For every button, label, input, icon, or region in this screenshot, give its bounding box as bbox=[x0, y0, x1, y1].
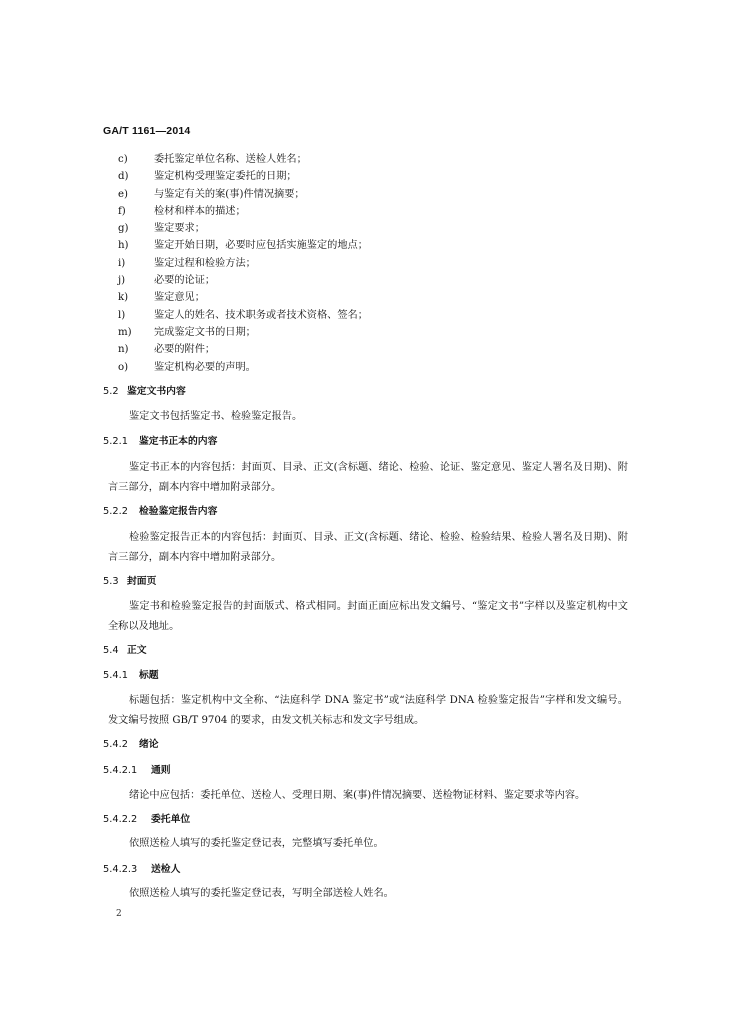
paragraph-5-4-2-2: 依照送检人填写的委托鉴定登记表，完整填写委托单位。 bbox=[129, 838, 384, 849]
paragraph-5-4-2-3: 依照送检人填写的委托鉴定登记表，写明全部送检人姓名。 bbox=[129, 888, 394, 899]
enumerated-list bbox=[118, 151, 368, 376]
section-number: 5.4 bbox=[103, 645, 119, 656]
section-title: 送检人 bbox=[151, 864, 181, 875]
list-item bbox=[118, 272, 368, 289]
list-marker: l) bbox=[118, 309, 126, 321]
section-number: 5.4.2 bbox=[103, 739, 128, 750]
list-marker: g) bbox=[118, 223, 129, 235]
section-title: 鉴定文书内容 bbox=[127, 386, 186, 397]
list-text: 完成鉴定文书的日期； bbox=[154, 326, 256, 338]
list-text: 鉴定开始日期，必要时应包括实施鉴定的地点； bbox=[154, 240, 368, 252]
list-text: 必要的论证； bbox=[154, 275, 216, 287]
section-title: 正文 bbox=[127, 645, 147, 656]
section-heading-5-4-2-1 bbox=[103, 762, 171, 776]
section-title: 委托单位 bbox=[151, 814, 191, 825]
list-item bbox=[118, 341, 368, 358]
list-text: 鉴定过程和检验方法； bbox=[154, 257, 256, 269]
list-text: 鉴定机构受理鉴定委托的日期； bbox=[154, 171, 297, 183]
section-heading-5-4-2 bbox=[103, 736, 159, 750]
section-title: 封面页 bbox=[127, 576, 157, 587]
list-text: 与鉴定有关的案(事)件情况摘要； bbox=[154, 188, 305, 200]
list-marker: o) bbox=[118, 361, 129, 373]
list-marker: i) bbox=[118, 257, 126, 269]
section-number: 5.2 bbox=[103, 386, 119, 397]
list-marker: n) bbox=[118, 344, 129, 356]
list-item bbox=[118, 203, 368, 220]
section-number: 5.4.2.3 bbox=[103, 864, 138, 875]
paragraph-5-4-2-1: 绪论中应包括：委托单位、送检人、受理日期、案(事)件情况摘要、送检物证材料、鉴定要求等内容。 bbox=[129, 790, 586, 801]
list-text: 鉴定要求； bbox=[154, 223, 205, 235]
list-marker: h) bbox=[118, 240, 129, 252]
section-number: 5.3 bbox=[103, 576, 119, 587]
list-item bbox=[118, 237, 368, 254]
list-marker: d) bbox=[118, 171, 129, 183]
paragraph-5-2: 鉴定文书包括鉴定书、检验鉴定报告。 bbox=[129, 411, 303, 422]
list-item bbox=[118, 220, 368, 237]
list-text: 鉴定人的姓名、技术职务或者技术资格、签名； bbox=[154, 309, 368, 321]
section-number: 5.4.1 bbox=[103, 670, 128, 681]
list-text: 必要的附件； bbox=[154, 344, 216, 356]
section-heading-5-2 bbox=[103, 383, 186, 397]
list-marker: m) bbox=[118, 326, 132, 338]
list-item bbox=[118, 186, 368, 203]
section-heading-5-4-1 bbox=[103, 667, 159, 681]
list-item bbox=[118, 168, 368, 185]
section-heading-5-4-2-2 bbox=[103, 811, 190, 825]
section-heading-5-4-2-3 bbox=[103, 861, 180, 875]
section-number: 5.2.1 bbox=[103, 436, 128, 447]
section-title: 鉴定书正本的内容 bbox=[139, 436, 218, 447]
list-text: 委托鉴定单位名称、送检人姓名； bbox=[154, 154, 307, 165]
paragraph-5-3: 鉴定书和检验鉴定报告的封面版式、格式相同。封面正面应标出发文编号、“鉴定文书”字样以及鉴定机构中文全称以及地址。 bbox=[108, 601, 628, 632]
list-item bbox=[118, 289, 368, 306]
section-number: 5.2.2 bbox=[103, 506, 128, 517]
list-marker: f) bbox=[118, 205, 126, 217]
list-marker: c) bbox=[118, 154, 128, 165]
section-heading-5-2-1 bbox=[103, 433, 217, 447]
list-text: 鉴定机构必要的声明。 bbox=[154, 361, 256, 373]
section-title: 通则 bbox=[151, 765, 171, 776]
list-text: 鉴定意见； bbox=[154, 292, 205, 304]
list-item bbox=[118, 151, 368, 168]
section-heading-5-4 bbox=[103, 642, 147, 656]
section-number: 5.4.2.2 bbox=[103, 814, 138, 825]
list-text: 检材和样本的描述； bbox=[154, 205, 246, 217]
section-title: 标题 bbox=[139, 670, 159, 681]
section-number: 5.4.2.1 bbox=[103, 765, 138, 776]
section-title: 绪论 bbox=[139, 739, 159, 750]
list-marker: e) bbox=[118, 188, 129, 200]
paragraph-5-2-1: 鉴定书正本的内容包括：封面页、目录、正文(含标题、绪论、检验、论证、鉴定意见、鉴定人署名及日期)、附言三部分，副本内容中增加附录部分。 bbox=[108, 462, 628, 493]
list-item bbox=[118, 255, 368, 272]
list-item bbox=[118, 307, 368, 324]
list-marker: j) bbox=[118, 275, 126, 287]
paragraph-5-2-2: 检验鉴定报告正本的内容包括：封面页、目录、正文(含标题、绪论、检验、检验结果、检验人署名及日期)、附言三部分，副本内容中增加附录部分。 bbox=[108, 532, 628, 563]
list-item bbox=[118, 324, 368, 341]
standard-code: GA/T 1161—2014 bbox=[103, 125, 191, 137]
section-title: 检验鉴定报告内容 bbox=[139, 506, 218, 517]
list-item bbox=[118, 359, 368, 376]
section-heading-5-3 bbox=[103, 573, 156, 587]
page-number: 2 bbox=[116, 909, 122, 919]
list-marker: k) bbox=[118, 292, 129, 304]
section-heading-5-2-2 bbox=[103, 503, 217, 517]
paragraph-5-4-1: 标题包括：鉴定机构中文全称、“法庭科学 DNA 鉴定书”或“法庭科学 DNA 检验鉴定报告”字样和发文编号。发文编号按照 GB/T 9704 的要求，由发文机关标志和发文字号组成。 bbox=[108, 695, 628, 726]
